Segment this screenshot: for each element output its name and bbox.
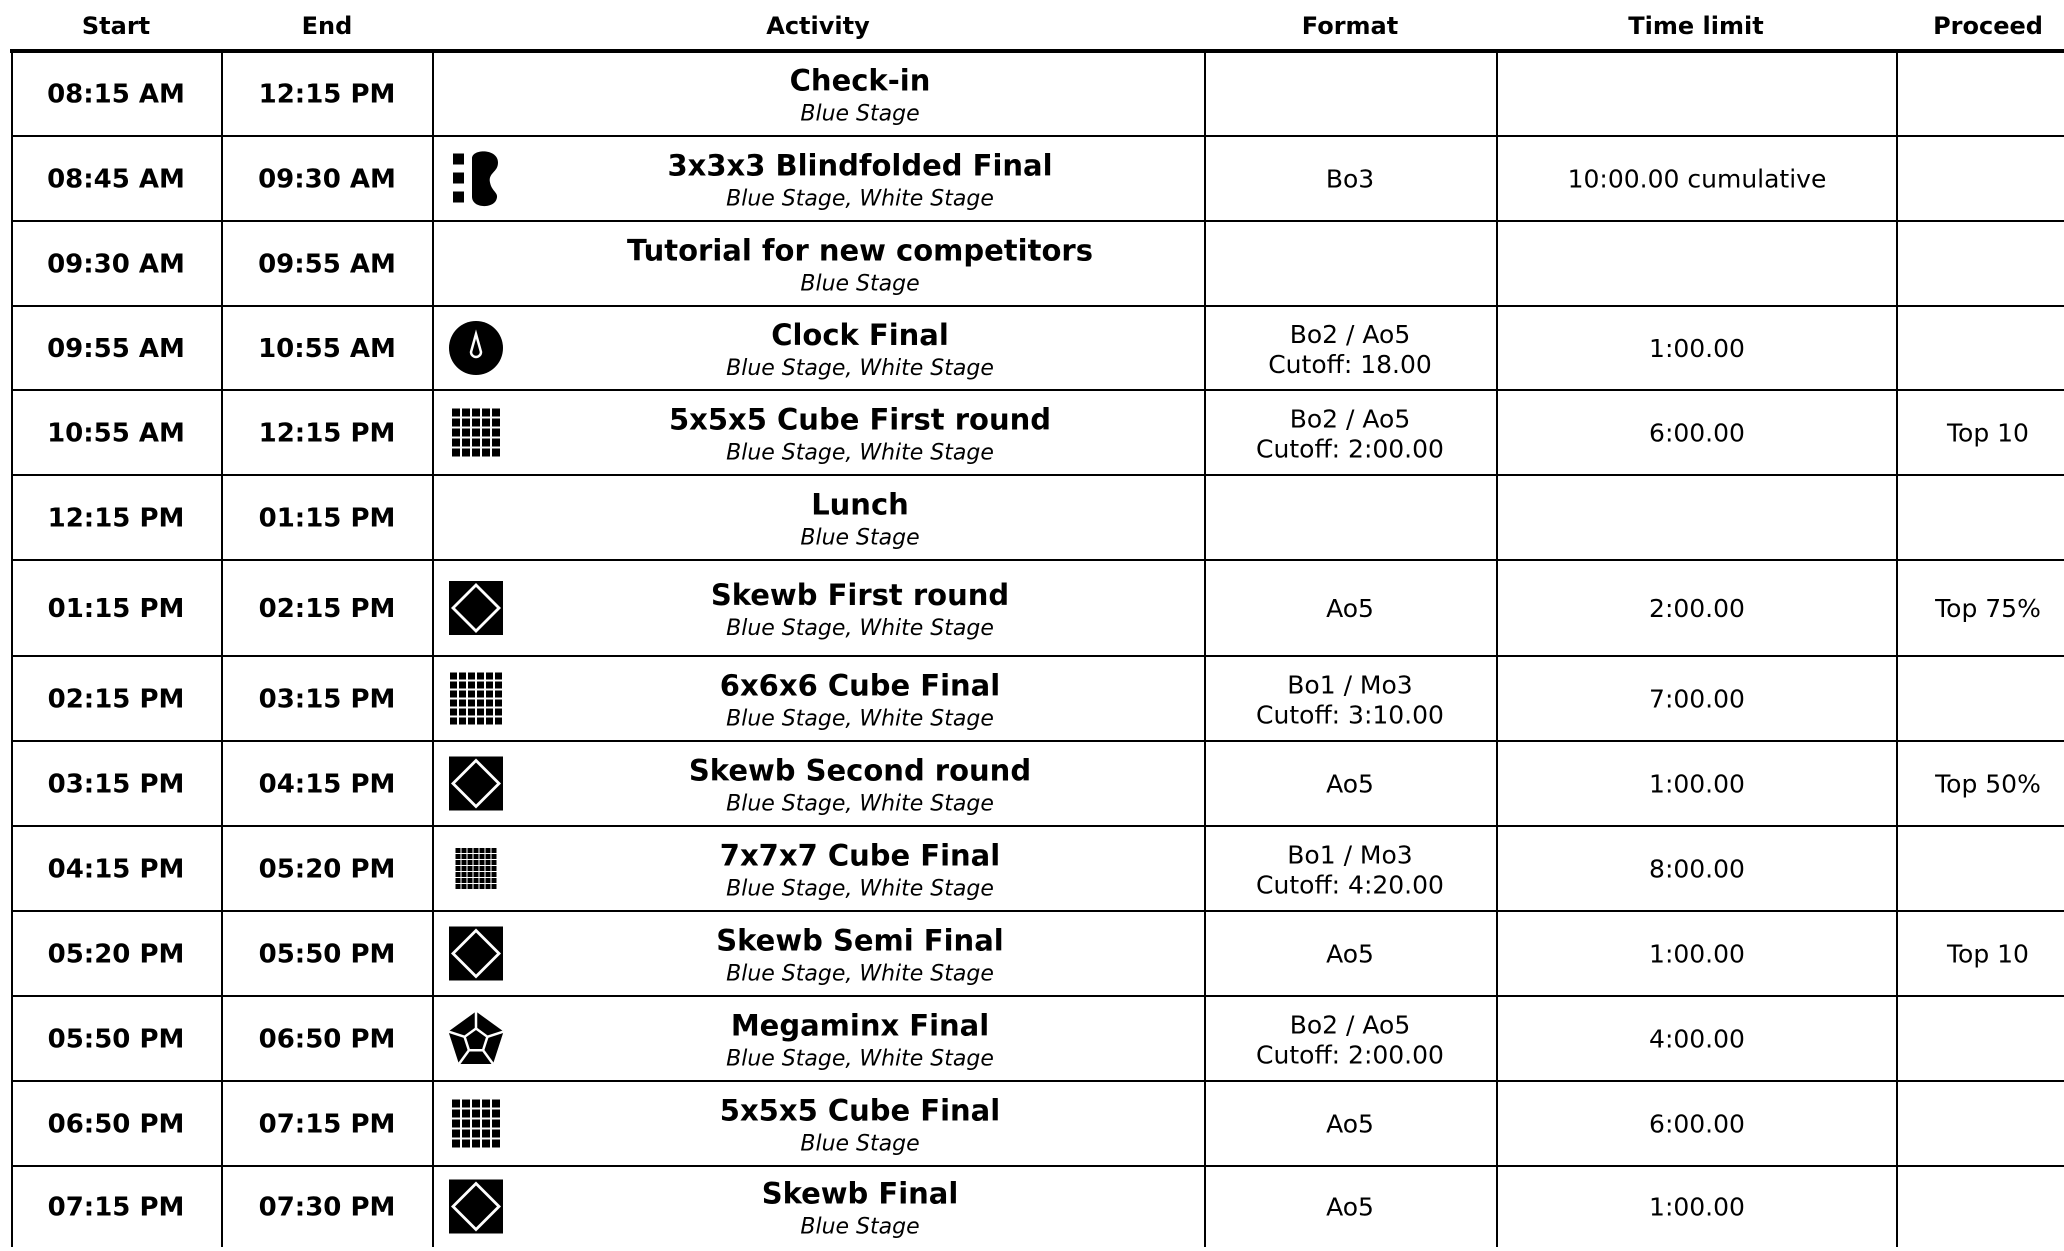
time-limit-value: 1:00.00 <box>1649 1192 1745 1222</box>
time-limit-value: 8:00.00 <box>1649 854 1745 884</box>
format-cutoff: Cutoff: 2:00.00 <box>1256 1040 1444 1070</box>
end-time: 04:15 PM <box>258 769 396 800</box>
start-time: 10:55 AM <box>47 418 185 449</box>
end-time: 03:15 PM <box>258 684 396 715</box>
header-time-limit: Time limit <box>1628 12 1764 40</box>
cube-5x5-icon <box>452 1100 500 1148</box>
activity-venue: Blue Stage, White Stage <box>726 186 994 212</box>
format-value: Ao5 <box>1326 939 1374 969</box>
activity-venue: Blue Stage <box>800 1131 920 1157</box>
activity-venue: Blue Stage <box>800 1214 920 1240</box>
end-time: 05:20 PM <box>258 854 396 885</box>
start-time: 06:50 PM <box>47 1109 185 1140</box>
megaminx-icon <box>448 1012 503 1064</box>
time-limit-value: 4:00.00 <box>1649 1024 1745 1054</box>
clock-icon <box>449 321 503 375</box>
format-value: Bo1 / Mo3 <box>1287 840 1413 870</box>
cube-5x5-icon <box>452 409 500 457</box>
end-time: 06:50 PM <box>258 1024 396 1055</box>
format-value: Bo3 <box>1325 164 1375 194</box>
end-time: 07:30 PM <box>258 1192 396 1223</box>
activity-name: Tutorial for new competitors <box>627 233 1093 268</box>
format-value: Bo1 / Mo3 <box>1287 670 1413 700</box>
activity-name: Skewb Second round <box>688 753 1032 788</box>
activity-venue: Blue Stage <box>800 101 920 127</box>
header-end: End <box>301 12 353 40</box>
skewb-icon <box>449 927 503 981</box>
activity-venue: Blue Stage <box>800 525 920 551</box>
activity-venue: Blue Stage, White Stage <box>726 791 994 817</box>
format-value: Bo2 / Ao5 <box>1289 404 1411 434</box>
start-time: 07:15 PM <box>47 1192 185 1223</box>
format-cutoff: Cutoff: 4:20.00 <box>1256 870 1444 900</box>
end-time: 12:15 PM <box>258 79 396 110</box>
activity-name: 3x3x3 Blindfolded Final <box>667 148 1053 183</box>
activity-name: Check-in <box>789 63 931 98</box>
proceed-value: Top 75% <box>1935 594 2041 623</box>
activity-name: Skewb Final <box>761 1176 959 1211</box>
activity-name: 7x7x7 Cube Final <box>719 838 1001 873</box>
format-value: Ao5 <box>1326 1109 1374 1139</box>
time-limit-value: 6:00.00 <box>1649 418 1745 448</box>
activity-venue: Blue Stage, White Stage <box>726 356 994 381</box>
activity-venue: Blue Stage, White Stage <box>726 616 994 641</box>
format-value: Bo2 / Ao5 <box>1289 320 1411 349</box>
time-limit-value: 1:00.00 <box>1649 334 1745 363</box>
end-time: 07:15 PM <box>258 1109 396 1140</box>
activity-name: 5x5x5 Cube First round <box>668 402 1052 437</box>
start-time: 08:45 AM <box>47 164 185 195</box>
time-limit-value: 1:00.00 <box>1649 939 1745 969</box>
skewb-icon <box>449 581 503 635</box>
activity-venue: Blue Stage <box>800 271 920 297</box>
start-time: 09:30 AM <box>47 249 185 280</box>
time-limit-value: 10:00.00 cumulative <box>1567 164 1827 194</box>
header-row <box>82 12 2043 40</box>
end-time: 05:50 PM <box>258 939 396 970</box>
start-time: 12:15 PM <box>47 503 185 534</box>
blindfolded-icon <box>453 151 498 206</box>
end-time: 09:55 AM <box>258 249 396 280</box>
start-time: 01:15 PM <box>47 594 185 624</box>
time-limit-value: 7:00.00 <box>1649 684 1745 714</box>
header-format: Format <box>1301 12 1399 40</box>
start-time: 09:55 AM <box>47 334 185 364</box>
end-time: 12:15 PM <box>258 418 396 449</box>
activity-venue: Blue Stage, White Stage <box>726 440 994 466</box>
time-limit-value: 1:00.00 <box>1649 769 1745 799</box>
time-limit-value: 6:00.00 <box>1649 1109 1745 1139</box>
activity-venue: Blue Stage, White Stage <box>726 706 994 732</box>
format-cutoff: Cutoff: 2:00.00 <box>1256 434 1444 464</box>
header-activity: Activity <box>766 12 870 40</box>
activity-name: Skewb First round <box>710 578 1010 612</box>
activity-name: 5x5x5 Cube Final <box>719 1093 1001 1128</box>
activity-name: 6x6x6 Cube Final <box>719 668 1001 703</box>
start-time: 02:15 PM <box>47 684 185 715</box>
activity-venue: Blue Stage, White Stage <box>726 876 994 902</box>
start-time: 08:15 AM <box>47 79 185 110</box>
activity-name: Skewb Semi Final <box>716 923 1004 958</box>
cube-7x7-icon <box>456 848 497 889</box>
start-time: 04:15 PM <box>47 854 185 885</box>
end-time: 02:15 PM <box>258 594 396 624</box>
format-value: Ao5 <box>1326 594 1374 623</box>
header-start: Start <box>81 12 151 40</box>
activity-name: Megaminx Final <box>730 1008 990 1043</box>
format-value: Ao5 <box>1326 1192 1374 1222</box>
format-cutoff: Cutoff: 3:10.00 <box>1256 700 1444 730</box>
cube-6x6-icon <box>450 673 502 725</box>
format-value: Ao5 <box>1326 769 1374 799</box>
time-limit-value: 2:00.00 <box>1649 594 1745 623</box>
skewb-icon <box>449 757 503 811</box>
activity-name: Clock Final <box>771 318 949 352</box>
format-value: Bo2 / Ao5 <box>1289 1010 1411 1040</box>
end-time: 09:30 AM <box>258 164 396 195</box>
start-time: 05:50 PM <box>47 1024 185 1055</box>
format-cutoff: Cutoff: 18.00 <box>1268 350 1432 379</box>
activity-venue: Blue Stage, White Stage <box>726 1046 994 1072</box>
end-time: 10:55 AM <box>258 334 396 364</box>
activity-venue: Blue Stage, White Stage <box>726 961 994 987</box>
proceed-value: Top 10 <box>1947 939 2029 969</box>
activity-name: Lunch <box>811 487 909 522</box>
end-time: 01:15 PM <box>258 503 396 534</box>
start-time: 05:20 PM <box>47 939 185 970</box>
proceed-value: Top 10 <box>1947 418 2029 448</box>
proceed-value: Top 50% <box>1935 769 2041 799</box>
skewb-icon <box>449 1180 503 1234</box>
header-proceed: Proceed <box>1933 12 2043 40</box>
start-time: 03:15 PM <box>47 769 185 800</box>
